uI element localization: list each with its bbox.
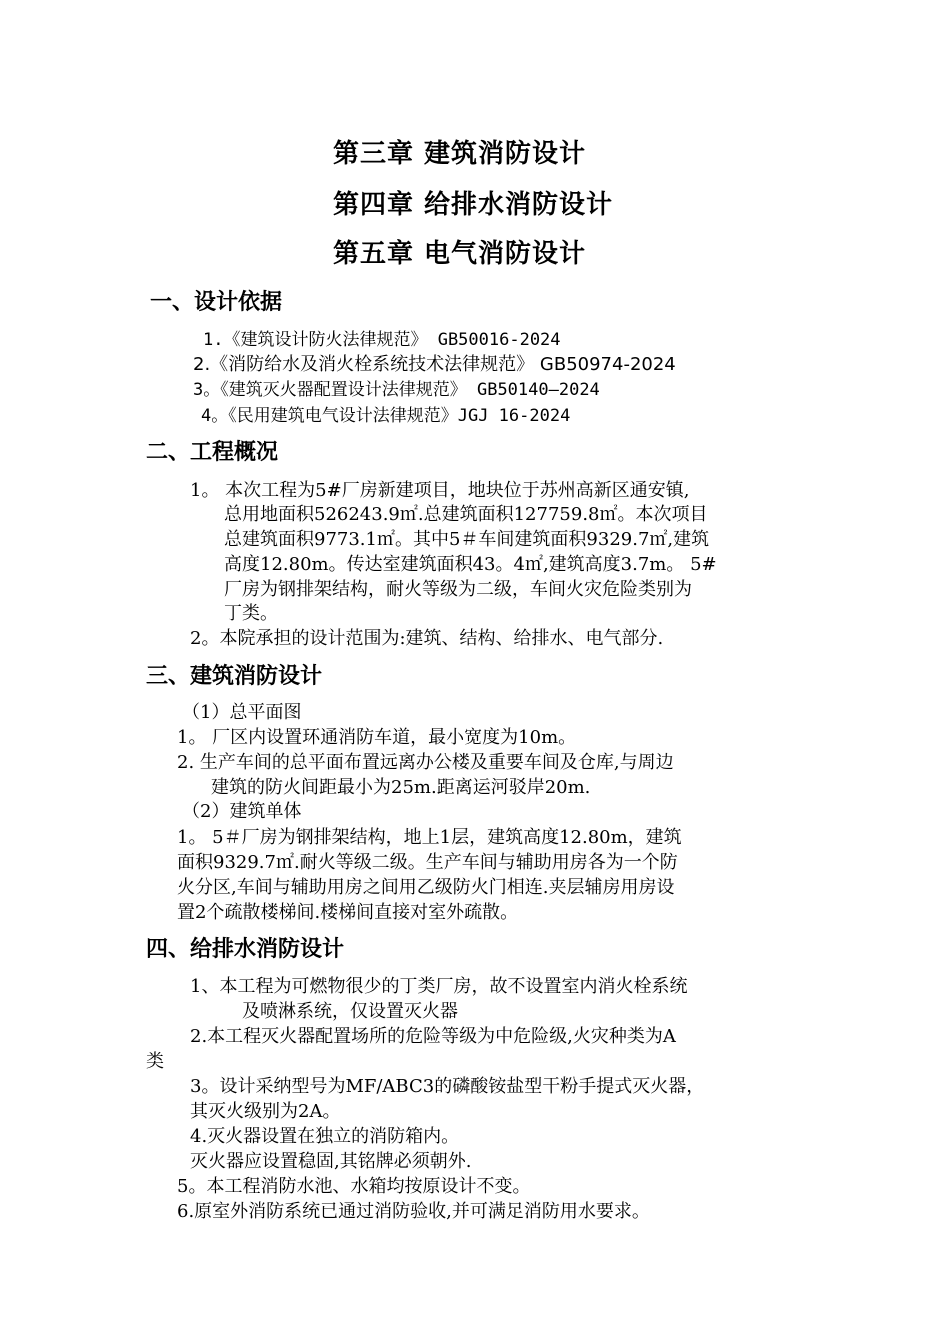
- chapter-title-3: 第三章 建筑消防设计: [333, 139, 587, 169]
- overview-paragraph-line: 丁类。: [224, 603, 278, 624]
- overview-paragraph-line: 高度12.80m。传达室建筑面积43。4㎡,建筑高度3.7m。 5#: [224, 554, 717, 575]
- site-plan-item-2-line: 建筑的防火间距最小为25m.距离运河驳岸20m.: [211, 777, 591, 798]
- chapter-title-5: 第五章 电气消防设计: [333, 239, 587, 269]
- water-item-6: 6.原室外消防系统已通过消防验收,并可满足消防用水要求。: [177, 1201, 650, 1222]
- water-item-3-line: 其灭火级别为2A。: [190, 1101, 341, 1122]
- section-heading-building-fire-design: 三、建筑消防设计: [146, 664, 323, 689]
- section-heading-project-overview: 二、工程概况: [146, 440, 279, 465]
- section-heading-design-basis: 一、设计依据: [150, 290, 283, 315]
- site-plan-item-1: 1。 厂区内设置环通消防车道，最小宽度为10m。: [177, 727, 577, 748]
- section-heading-water-fire-design: 四、给排水消防设计: [146, 937, 345, 962]
- design-basis-item-4: 4。《民用建筑电气设计法律规范》JGJ 16-2024: [201, 406, 571, 426]
- water-item-2-line: 2.本工程灭火器配置场所的危险等级为中危险级,火灾种类为A: [190, 1026, 676, 1047]
- chapter-title-4: 第四章 给排水消防设计: [333, 190, 614, 220]
- subheading-site-plan: （1）总平面图: [182, 702, 302, 723]
- site-plan-item-2-line: 2. 生产车间的总平面布置远离办公楼及重要车间及仓库,与周边: [177, 752, 674, 773]
- subheading-building-unit: （2）建筑单体: [182, 801, 302, 822]
- overview-paragraph-line: 1。 本次工程为5#厂房新建项目，地块位于苏州高新区通安镇,: [190, 480, 690, 501]
- water-item-2-line: 类: [146, 1051, 164, 1072]
- design-basis-item-3: 3。《建筑灭火器配置设计法律规范》 GB50140—2024: [193, 380, 600, 400]
- design-basis-item-1: 1.《建筑设计防火法律规范》 GB50016-2024: [203, 330, 561, 350]
- water-item-5: 5。本工程消防水池、水箱均按原设计不变。: [177, 1176, 531, 1197]
- building-unit-paragraph-line: 1。 5＃厂房为钢排架结构，地上1层，建筑高度12.80m，建筑: [177, 827, 682, 848]
- building-unit-paragraph-line: 火分区,车间与辅助用房之间用乙级防火门相连.夹层辅房用房设: [177, 877, 675, 898]
- overview-paragraph-line: 总用地面积526243.9㎡.总建筑面积127759.8㎡。本次项目: [224, 504, 708, 525]
- water-item-4-line: 4.灭火器设置在独立的消防箱内。: [190, 1126, 460, 1147]
- water-item-4-line: 灭火器应设置稳固,其铭牌必须朝外.: [190, 1151, 472, 1172]
- overview-paragraph-line: 厂房为钢排架结构，耐火等级为二级，车间火灾危险类别为: [224, 579, 692, 600]
- water-item-1-line: 1、本工程为可燃物很少的丁类厂房，故不设置室内消火栓系统: [190, 976, 688, 997]
- water-item-3-line: 3。设计采纳型号为MF/ABC3的磷酸铵盐型干粉手提式灭火器，: [190, 1076, 705, 1097]
- design-basis-item-2: 2.《消防给水及消火栓系统技术法律规范》 GB50974-2024: [193, 354, 676, 375]
- building-unit-paragraph-line: 置2个疏散楼梯间.楼梯间直接对室外疏散。: [177, 902, 519, 923]
- building-unit-paragraph-line: 面积9329.7㎡.耐火等级二级。生产车间与辅助用房各为一个防: [177, 852, 678, 873]
- overview-paragraph-line: 总建筑面积9773.1㎡。其中5＃车间建筑面积9329.7㎡,建筑: [224, 529, 710, 550]
- design-scope-paragraph: 2。本院承担的设计范围为:建筑、结构、给排水、电气部分.: [190, 628, 664, 649]
- water-item-1-line: 及喷淋系统，仅设置灭火器: [242, 1001, 458, 1022]
